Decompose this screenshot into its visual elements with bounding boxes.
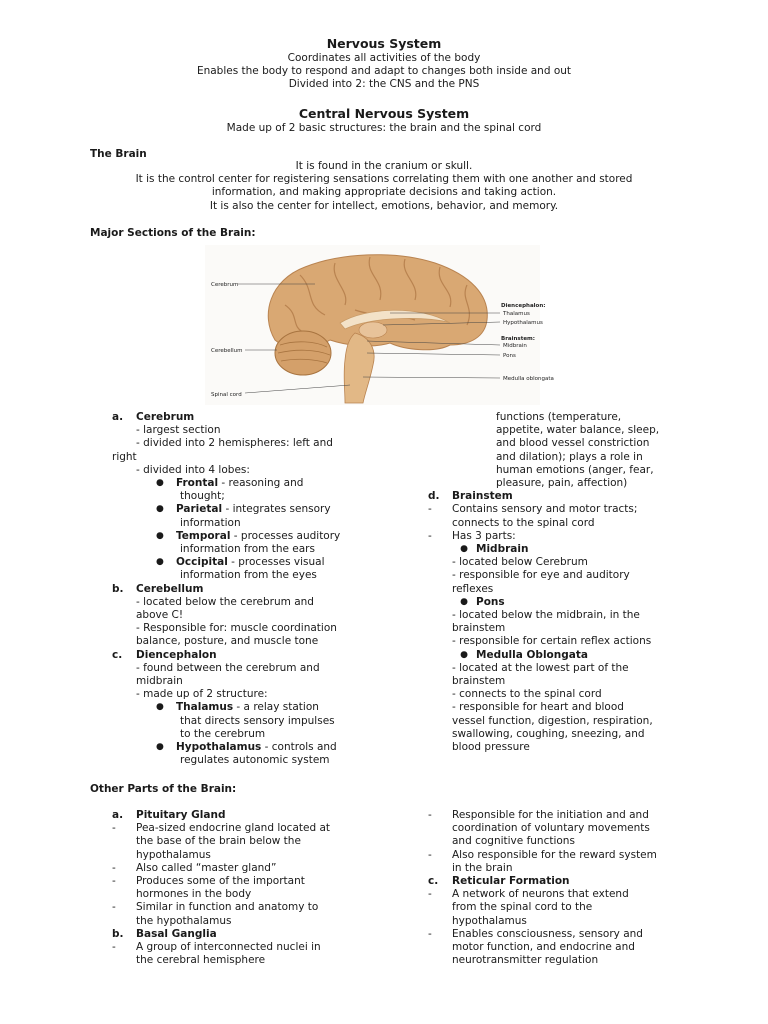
label-pons: Pons [503,353,516,359]
dash-marker: - [112,901,116,914]
header-line: Divided into 2: the CNS and the PNS [288,78,480,91]
header-line: Enables the body to respond and adapt to changes both inside and out [196,65,572,78]
dash-item [428,928,690,941]
detail-line: - found between the cerebrum and [136,661,320,674]
detail-line: motor function, and endocrine and [452,941,635,954]
bullet-icon: ● [156,557,164,568]
detail-line: - Responsible for: muscle coordination [136,622,337,635]
list-item-reticular-formation [428,875,690,888]
brainstem-shape [344,333,374,403]
lobe-item [112,477,374,490]
dash-marker: - [428,529,432,542]
bullet-icon: ● [156,530,164,541]
cns-title: Central Nervous System [298,106,470,121]
detail-line: and blood vessel constriction [496,437,650,450]
bullet-icon: ● [460,649,468,660]
term: Midbrain [476,543,529,556]
list-item-basal-ganglia [112,928,374,941]
dash-item [112,901,374,914]
dash-item [428,503,690,516]
label-medulla: Medulla oblongata [503,376,554,382]
detail-line: Enables consciousness, sensory and [452,927,643,940]
detail-line: Similar in function and anatomy to [136,901,319,914]
detail-line: brainstem [452,675,506,688]
detail-line: hypothalamus [136,848,211,861]
dash-item [112,822,374,835]
page-title: Nervous System [326,36,442,51]
detail-line: - responsible for heart and blood [452,701,624,714]
term: Medulla Oblongata [476,648,588,661]
dash-marker: - [428,809,432,821]
brain-diagram [205,245,554,405]
detail-line: - made up of 2 structure: [136,688,268,701]
detail-line: regulates autonomic system [180,754,330,767]
detail-line: Contains sensory and motor tracts; [452,503,638,516]
brain-illustration [205,245,554,405]
structure-item [112,701,374,714]
label-spinal-cord: Spinal cord [211,392,242,398]
detail-line: - divided into 4 lobes: [136,463,250,476]
dash-item [112,875,374,888]
list-item-cerebellum [112,583,374,596]
term: Occipital [176,556,228,569]
bullet-icon: ● [156,742,164,753]
dash-marker: - [428,848,432,861]
term-desc: - processes visual [227,556,325,569]
detail-line: Has 3 parts: [452,529,516,542]
detail-line: above C! [136,609,184,622]
brain-line: It is the control center for registering sensations correlating them with one another and stored [135,173,633,186]
dash-marker: - [428,888,432,901]
detail-line: connects to the spinal cord [452,516,595,529]
section-title: Cerebellum [136,582,204,595]
dash-marker: - [112,861,116,874]
term-desc: - integrates sensory [222,503,331,516]
detail-line: appetite, water balance, sleep, [496,424,660,437]
detail-line: - divided into 2 hemispheres: left and [136,437,333,450]
detail-line: hypothalamus [452,914,527,927]
section-title: Basal Ganglia [136,927,217,940]
detail-line: functions (temperature, [496,411,622,423]
the-brain-description [0,160,768,213]
label-brainstem: Brainstem: [501,336,535,342]
detail-line: vessel function, digestion, respiration, [452,714,653,727]
term: Pons [476,595,505,608]
detail-line: - connects to the spinal cord [452,688,602,701]
detail-line: A network of neurons that extend [452,888,629,901]
detail-line: pleasure, pain, affection) [496,477,628,490]
label-hypothalamus: Hypothalamus [503,320,543,326]
list-item-brainstem [428,490,690,503]
brainstem-part [428,596,690,609]
major-sections-right-column [428,411,690,754]
detail-line: swallowing, coughing, sneezing, and [452,727,645,740]
dash-item [112,862,374,875]
major-sections-label: Major Sections of the Brain: [90,227,256,239]
brain-line: It is found in the cranium or skull. [295,160,473,172]
dash-item [428,809,690,822]
section-title: Cerebrum [136,411,195,423]
term: Temporal [176,529,231,542]
major-sections-left-column [112,411,374,767]
detail-line: information from the ears [180,543,315,556]
detail-line: that directs sensory impulses [180,714,335,727]
term-desc: - processes auditory [230,529,341,542]
section-title: Brainstem [452,490,513,503]
term: Frontal [176,477,219,490]
list-marker: b. [112,927,124,940]
diencephalon-shape [359,322,387,338]
brain-line: It is also the center for intellect, emotions, behavior, and memory. [209,199,559,212]
brain-line: information, and making appropriate decisions and taking action. [211,186,557,199]
detail-line: hormones in the body [136,888,252,901]
lobe-item [112,503,374,516]
detail-line: to the cerebrum [180,727,266,740]
brainstem-part [428,649,690,662]
structure-item [112,741,374,754]
lobe-item [112,530,374,543]
detail-line: - located at the lowest part of the [452,661,629,674]
detail-line: - located below the midbrain, in the [452,609,640,622]
other-parts-label: Other Parts of the Brain: [90,783,237,795]
detail-line: right [112,450,137,463]
bullet-icon: ● [156,478,164,489]
detail-line: thought; [180,490,225,503]
detail-line: Also responsible for the reward system [452,848,657,861]
section-title: Reticular Formation [452,875,570,888]
the-brain-label: The Brain [90,148,147,160]
detail-line: - responsible for eye and auditory [452,569,630,582]
lobe-item [112,556,374,569]
section-title: Diencephalon [136,648,217,661]
detail-line: information [180,516,241,529]
detail-line: Also called “master gland” [136,861,277,874]
list-marker: d. [428,490,440,503]
detail-line: the base of the brain below the [136,835,301,848]
list-item-pituitary [112,809,374,822]
label-thalamus: Thalamus [503,311,530,317]
dash-marker: - [428,503,432,516]
brainstem-part [428,543,690,556]
term-desc: - a relay station [233,701,319,714]
detail-line: information from the eyes [180,569,317,582]
detail-line: and dilation); plays a role in [496,450,643,463]
term-desc: - reasoning and [218,477,304,490]
detail-line: Responsible for the initiation and and [452,809,649,821]
other-parts-left-column [112,809,374,967]
bullet-icon: ● [156,702,164,713]
dash-marker: - [428,927,432,940]
label-diencephalon: Diencephalon: [501,303,546,309]
detail-line: blood pressure [452,741,530,754]
list-marker: a. [112,411,124,423]
cns-subtitle: Made up of 2 basic structures: the brain and the spinal cord [226,122,542,134]
label-cerebrum: Cerebrum [211,282,239,288]
list-item-cerebrum [112,411,374,424]
detail-line: human emotions (anger, fear, [496,463,654,476]
dash-item [428,849,690,862]
dash-item [112,941,374,954]
label-midbrain: Midbrain [503,343,527,349]
term: Thalamus [176,701,234,714]
list-marker: c. [428,875,439,888]
detail-line: midbrain [136,675,183,688]
detail-line: - located below the cerebrum and [136,595,314,608]
dash-marker: - [112,822,116,835]
detail-line: A group of interconnected nuclei in [136,941,321,954]
bullet-icon: ● [156,504,164,515]
detail-line: neurotransmitter regulation [452,954,599,967]
detail-line: brainstem [452,622,506,635]
detail-line: Produces some of the important [136,875,305,888]
detail-line: reflexes [452,582,494,595]
dash-item [428,888,690,901]
detail-line: - largest section [136,424,221,437]
term: Parietal [176,503,223,516]
list-item-diencephalon [112,649,374,662]
detail-line: in the brain [452,861,513,874]
bullet-icon: ● [460,544,468,555]
section-title: Pituitary Gland [136,809,226,821]
detail-line: - responsible for certain reflex actions [452,635,652,648]
bullet-icon: ● [460,596,468,607]
label-cerebellum: Cerebellum [211,348,243,354]
detail-line: from the spinal cord to the [452,901,593,914]
detail-line: balance, posture, and muscle tone [136,635,319,648]
list-marker: a. [112,809,124,821]
dash-marker: - [112,941,116,954]
detail-line: coordination of voluntary movements [452,822,650,835]
dash-marker: - [112,875,116,888]
list-marker: c. [112,648,123,661]
cns-section-header [0,106,768,135]
other-parts-right-column [428,809,690,967]
detail-line: the hypothalamus [136,914,232,927]
detail-line: the cerebral hemisphere [136,954,266,967]
dash-item [428,530,690,543]
list-marker: b. [112,582,124,595]
page-header [0,36,768,92]
header-line: Coordinates all activities of the body [287,52,481,64]
detail-line: Pea-sized endocrine gland located at [136,822,331,835]
term: Hypothalamus [176,741,262,754]
detail-line: - located below Cerebrum [452,556,588,569]
detail-line: and cognitive functions [452,835,575,848]
term-desc: - controls and [261,741,337,754]
